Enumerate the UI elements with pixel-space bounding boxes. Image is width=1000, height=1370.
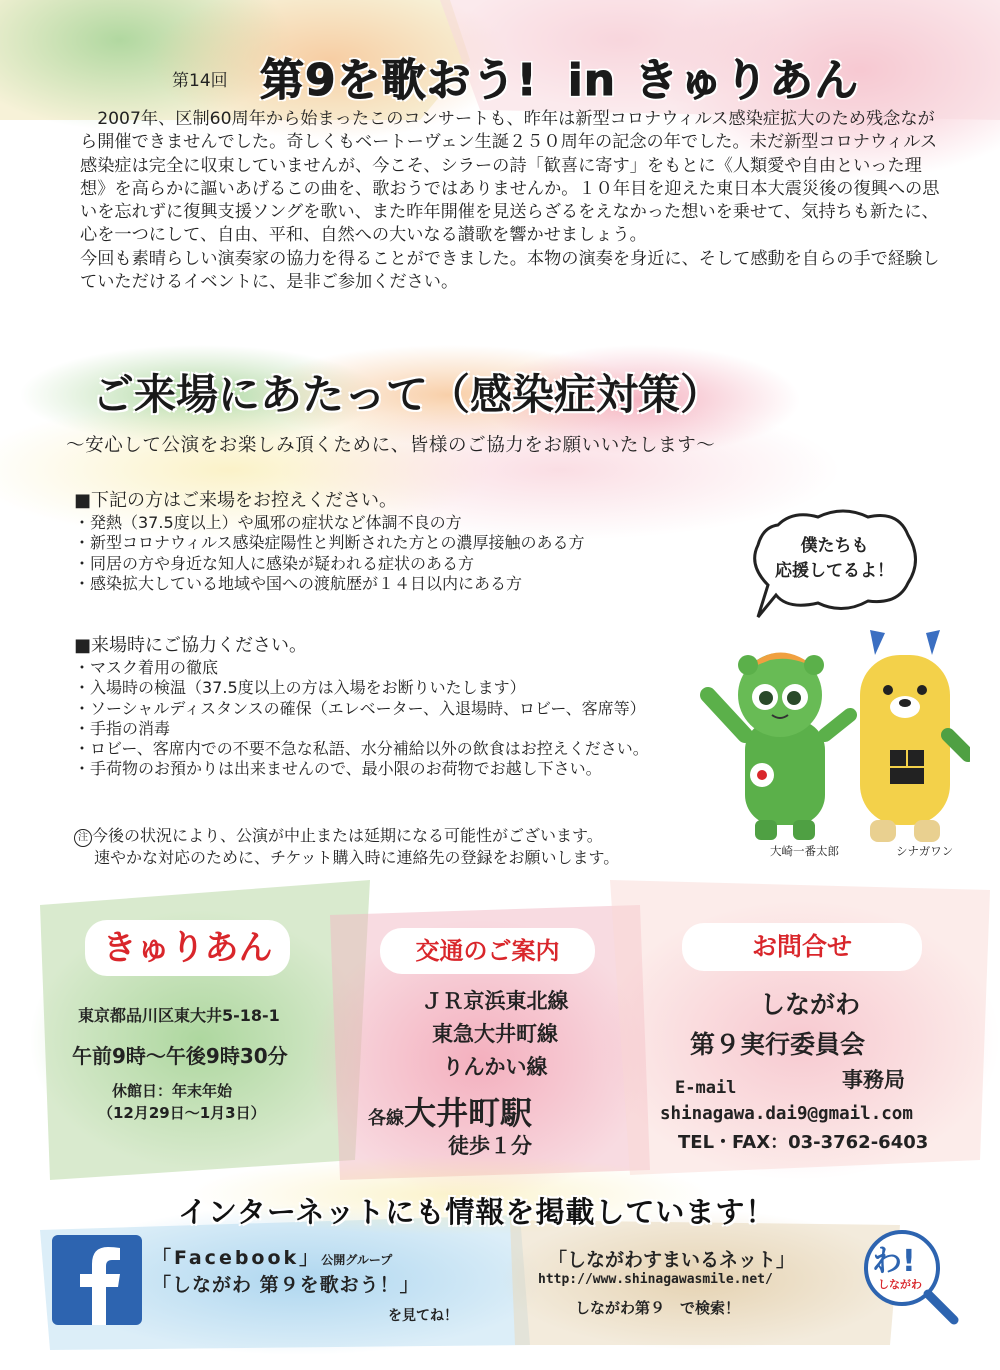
contact-org-2: 第９実行委員会: [690, 1030, 866, 1059]
mascot-name-left: 大崎一番太郎: [770, 844, 839, 858]
note-line: 今後の状況により、公演が中止または延期になる可能性がございます。: [92, 826, 603, 845]
facebook-cta: を見てね！: [388, 1308, 458, 1324]
facebook-icon[interactable]: [52, 1235, 142, 1325]
refrain-heading: ■下記の方はご来場をお控えください。: [74, 490, 398, 511]
contact-org-1: しながわ: [759, 990, 860, 1019]
list-item: ・手荷物のお預かりは出来ませんので、最小限のお荷物でお越し下さい。: [74, 759, 602, 779]
internet-title: インターネットにも情報を掲載しています！: [178, 1195, 776, 1229]
intro-paragraph: 今回も素晴らしい演奏家の協力を得ることができました。本物の演奏を身近に、そして感動を自らの手で経験していただけるイベントに、是非ご参加ください。: [80, 248, 940, 293]
venue-address: 東京都品川区東大井5-18-1: [78, 1006, 280, 1025]
notice: [74, 825, 619, 868]
logo-wa-text: わ!: [872, 1244, 916, 1279]
note-line: 速やかな対応のために、チケット購入時に連絡先の登録をお願いします。: [94, 848, 620, 867]
list-item: ・発熱（37.5度以上）や風邪の症状など体調不良の方: [74, 513, 462, 532]
list-item: ・手指の消毒: [74, 718, 171, 738]
tel-fax: TEL・FAX：03-3762-6403: [678, 1132, 929, 1153]
cooperate-heading: ■来場時にご協力ください。: [74, 635, 308, 656]
facebook-line-1: [152, 1243, 392, 1270]
walk-time: 徒歩１分: [448, 1134, 532, 1158]
train-line: ＪＲ京浜東北線: [421, 989, 569, 1013]
mascot-osaki-ichiban-taro: [708, 653, 850, 841]
list-item: ・同居の方や身近な知人に感染が疑われる症状のある方: [74, 553, 475, 573]
venue-closed: 休館日：年末年始: [112, 1082, 233, 1100]
intro-text: [80, 108, 940, 294]
title-part-b: きゅりあん: [634, 55, 860, 106]
contact-label: お問合せ: [682, 923, 922, 971]
covid-section-title: ご来場にあたって（感染症対策）: [92, 370, 723, 419]
facebook-group-label: 公開グループ: [321, 1253, 393, 1267]
contact-org-3: 事務局: [842, 1068, 905, 1092]
intro-paragraph: 2007年、区制60周年から始まったこのコンサートも、昨年は新型コロナウィルス感染症拡大のため残念ながら開催できませんでした。奇しくもベートーヴェン生誕２５０周年の記念の年でした。未だ新型コロナウィルス感染症は完全に収束していませんが、今こそ、シラーの詩「歓喜に寄す」をもとに《人類愛や自由といった理想》を高らかに謳いあげるこの曲を、歌おうではありませんか。１０年目を迎えた東日本大震災後の復興への思いを忘れずに復興支援ソングを歌い、また昨年開催を見送らざるをえなかった想いを乗せて、気持ちも新たに、心を一つにして、自由、平和、自然への大いなる讃歌を響かせましょう。: [80, 109, 940, 246]
covid-section-subtitle: ～安心して公演をお楽しみ頂くために、皆様のご協力をお願いいたします～: [66, 435, 716, 456]
edition-label: 第14回: [172, 71, 228, 91]
list-item: ・新型コロナウィルス感染症陽性と判断された方との濃厚接触のある方: [74, 533, 585, 553]
smile-net-url[interactable]: http://www.shinagawasmile.net/: [538, 1272, 773, 1287]
station-row: [368, 1088, 532, 1134]
refrain-list: [74, 489, 585, 594]
smile-net-title: 「しながわすまいるネット」: [548, 1249, 796, 1271]
list-item: ・マスク着用の徹底: [74, 658, 219, 677]
station-name: 大井町駅: [404, 1094, 533, 1132]
facebook-group-name[interactable]: 「しながわ 第９を歌おう！」: [152, 1274, 420, 1296]
email-address[interactable]: shinagawa.dai9@gmail.com: [660, 1104, 913, 1124]
mascot-name-right: シナガワン: [896, 844, 954, 858]
bubble-text: [752, 534, 917, 584]
title-in: in: [567, 55, 617, 106]
search-hint: しながわ第９ で検索！: [575, 1299, 741, 1317]
list-item: ・ソーシャルディスタンスの確保（エレベーター、入退場時、ロビー、客席等）: [74, 698, 646, 718]
page-title: [260, 44, 859, 108]
list-item: ・入場時の検温（37.5度以上の方は入場をお断りいたします）: [74, 678, 526, 698]
station-prefix: 各線: [368, 1108, 404, 1129]
cooperate-list: [74, 634, 649, 780]
mascot-shinagawan: [860, 630, 968, 842]
access-lines: [360, 985, 630, 1084]
venue-label: きゅりあん: [85, 920, 290, 976]
list-item: ・ロビー、客席内での不要不急な私語、水分補給以外の飲食はお控えください。: [74, 739, 649, 759]
bubble-line: 僕たちも: [800, 536, 869, 556]
bubble-line: 応援してるよ！: [775, 561, 894, 581]
mascots-illustration: [700, 625, 970, 855]
facebook-f-glyph: [52, 1235, 142, 1325]
note-mark-icon: 注: [74, 829, 92, 847]
venue-hours: 午前9時～午後9時30分: [72, 1044, 288, 1068]
logo-sub-text: しながわ: [878, 1278, 922, 1291]
train-line: 東急大井町線: [432, 1022, 558, 1046]
facebook-name: 「Facebook」: [152, 1247, 322, 1269]
access-label: 交通のご案内: [380, 928, 595, 974]
list-item: ・感染拡大している地域や国への渡航歴が１４日以内にある方: [74, 573, 523, 593]
title-part-a: 第9を歌おう!: [260, 55, 538, 106]
venue-closed-dates: （12月29日～1月3日）: [98, 1104, 266, 1122]
email-label: E-mail: [675, 1078, 737, 1098]
train-line: りんかい線: [442, 1055, 548, 1079]
